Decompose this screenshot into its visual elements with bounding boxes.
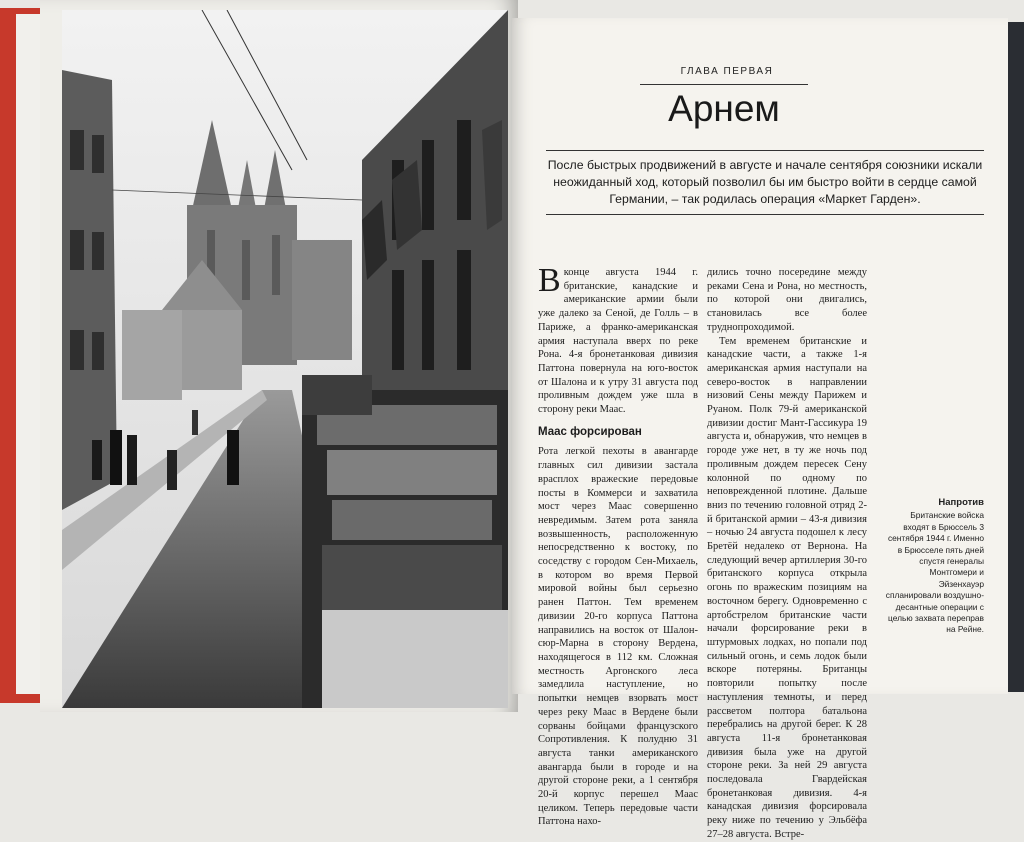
chapter-title: Арнем: [668, 88, 780, 129]
title-rule: [640, 84, 808, 85]
dropcap: В: [538, 262, 561, 299]
paragraph-text: дились точно посередине между реками Сена и Рона, но местность, по которой они двигались, становилась все более труднопроходимой.: [707, 267, 867, 333]
caption-heading: Напротив: [938, 497, 984, 508]
section-subheading: Маас форсирован: [538, 425, 642, 438]
paragraph-text: Рота легкой пехоты в авангарде главных сил дивизии застала врасплох вражеские передовые посты в Коммерси и захватила мост через Маас совершенно невредимым. Затем рота заняла возвышенность, расположенную непосредственно к востоку, по соседству с городом Сен-Михаель, в котором во время Первой мировой войны был серьезно ранен Паттон. Тем временем дивизии 20-го корпуса Паттона направились на восток от Шалон-сюр-Марна в сторону Вердена, находящегося в 112 км. Сложная местность Аргонского леса замедлила наступление, но попытки немцев взорвать мост через реку Маас в Вердене были сорваны бойцами французского Сопротивления. К полудню 31 августа танки американского авангарда были в городе и на другой стороне реки, а 1 сентября 20-й корпус перешел Маас целиком. Теперь передовые части Паттона нахо-: [538, 446, 698, 828]
first-paragraph: [538, 262, 698, 417]
photo-caption: [884, 497, 984, 636]
text-column-1: [538, 262, 698, 829]
intro-paragraph: После быстрых продвижений в августе и начале сентября союзники искали неожиданный ход, который позволил бы им быстро войти в сердце самой Германии, – так родилась операция «Маркет Гарден».: [546, 150, 984, 215]
paragraph-text: Тем временем британские и канадские части, а также 1-я американская армия наступали на северо-восток в направлении низовий Сены между Парижем и Руаном. Полк 79-й американской дивизии достиг Мант-Гассикура 19 августа и, обнаружив, что немцев в городе уже нет, в ту же ночь под проливным дождем пересек Сену колонной по одному по неповрежденной плотине. Дальше вниз по течению головной отряд 2-й британской армии – 43-я дивизия – ночью 24 августа подошел к лесу Бретёй недалеко от Вернона. На следующий вечер артиллерия 30-го британского корпуса открыла огонь по вражеским позициям на восточном берегу. Одновременно с артобстрелом британские части начали форсирование реки в штурмовых лодках, но попали под сильный огонь, и семь лодок были вскоре потеряны. Британцы повторили попытку после наступления темноты, и перед рассветом полтора батальона перебрались на другой берег. К 28 августа 11-я бронетанковая дивизия была уже на другой стороне реки. За ней 29 августа последовала Гвардейская бронетанковая дивизия. 4-я канадская дивизия форсировала реку ниже по течению у Эльбёфа 27–28 августа. Встре-: [707, 335, 867, 840]
chapter-label: ГЛАВА ПЕРВАЯ: [680, 66, 774, 77]
text-column-2: [707, 266, 867, 842]
paragraph-text: конце августа 1944 г. британские, канадские и американские армии были уже далеко за Сеной, де Голль – в Париже, а франко-американская армия наступала вверх по реке Рона. 4-я бронетанковая дивизия Паттона повернула на юго-восток от Шалона и к утру 31 августа под проливным дождем уже шла в сторону реки Маас.: [538, 267, 698, 416]
caption-text: Британские войска входят в Брюссель 3 сентября 1944 г. Именно в Брюсселе пять дней спустя генералы Монтгомери и Эйзенхауэр спланировали воздушно-десантные операции с целью захвата переправ на Рейне.: [885, 510, 984, 635]
street-photo: [62, 10, 508, 708]
